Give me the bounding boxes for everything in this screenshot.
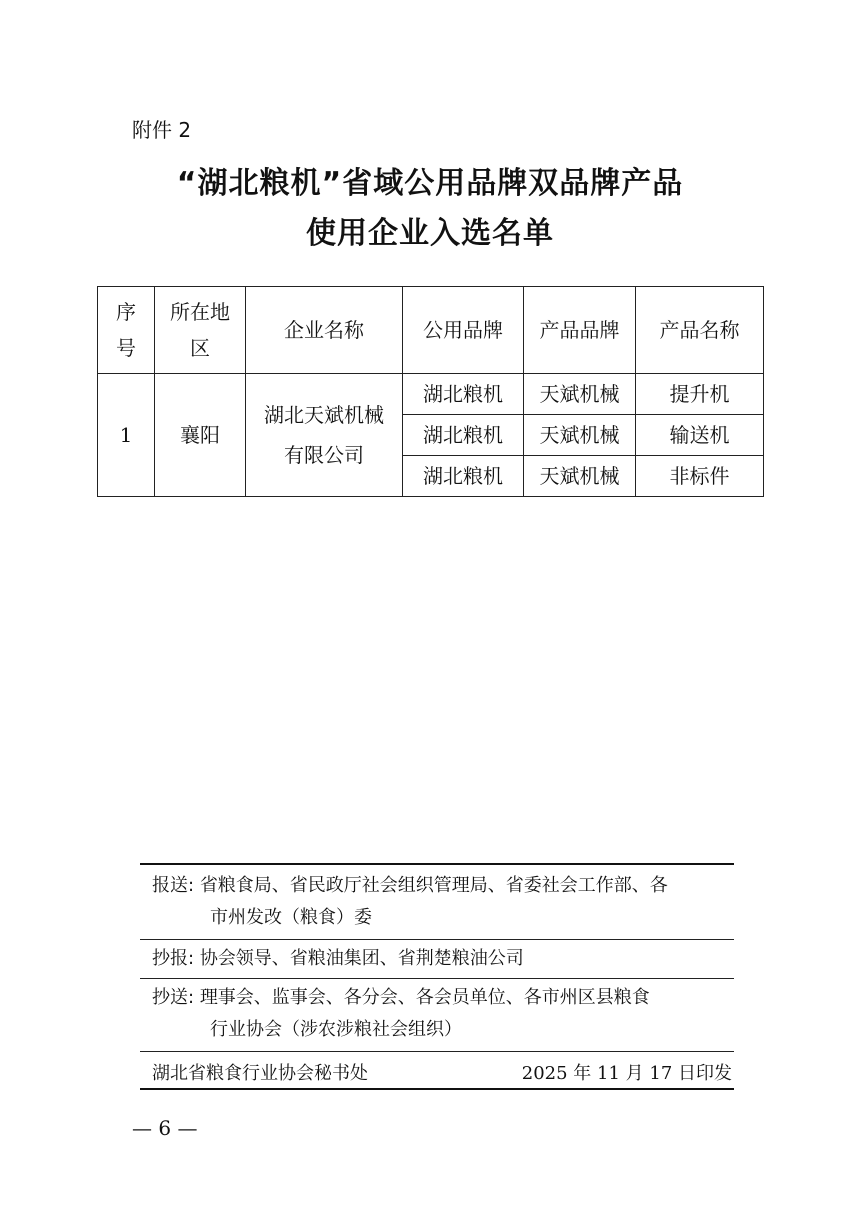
table-header-row: [98, 287, 764, 374]
cc-send-line2: 行业协会（涉农涉粮社会组织）: [210, 1019, 462, 1040]
issue-date: 2025 年 11 月 17 日印发: [521, 1063, 732, 1084]
footer-rule: [140, 1051, 734, 1052]
cell-product-name: 非标件: [636, 456, 764, 497]
cell-product-brand: 天斌机械: [524, 374, 636, 415]
cc-send-block: [152, 982, 734, 1046]
cell-public-brand: 湖北粮机: [403, 415, 524, 456]
footer-bottom-rule: [140, 1088, 734, 1090]
table-row: [98, 374, 764, 415]
issuer: 湖北省粮食行业协会秘书处: [152, 1063, 368, 1084]
page-number: — 6 —: [132, 1116, 198, 1140]
document-title-line2: 使用企业入选名单: [306, 216, 554, 251]
document-title-line1: “湖北粮机”省域公用品牌双品牌产品: [176, 166, 684, 201]
cell-product-brand: 天斌机械: [524, 415, 636, 456]
cell-public-brand: 湖北粮机: [403, 374, 524, 415]
report-to-label: 报送:: [152, 875, 195, 896]
footer-top-rule: [140, 863, 734, 865]
company-list-table: [97, 286, 764, 497]
cc-send-label: 抄送:: [152, 987, 195, 1008]
report-to-line1: 省粮食局、省民政厅社会组织管理局、省委社会工作部、各: [199, 875, 668, 896]
report-to-line2: 市州发改（粮食）委: [210, 907, 372, 928]
cc-send-line1: 理事会、监事会、各分会、各会员单位、各市州区县粮食: [199, 987, 650, 1008]
header-region: 所在地区: [155, 287, 246, 374]
cell-product-brand: 天斌机械: [524, 456, 636, 497]
footer-rule: [140, 939, 734, 940]
cc-report-text: 协会领导、省粮油集团、省荆楚粮油公司: [199, 948, 524, 969]
header-product-name: 产品名称: [636, 287, 764, 374]
cell-product-name: 提升机: [636, 374, 764, 415]
cell-company: 湖北天斌机械有限公司: [246, 374, 403, 497]
footer-rule: [140, 978, 734, 979]
header-product-brand: 产品品牌: [524, 287, 636, 374]
header-company: 企业名称: [246, 287, 403, 374]
header-seq: 序号: [98, 287, 155, 374]
cell-seq: 1: [98, 374, 155, 497]
header-public-brand: 公用品牌: [403, 287, 524, 374]
cc-report-label: 抄报:: [152, 948, 195, 969]
attachment-label: 附件 2: [132, 118, 192, 142]
cell-region: 襄阳: [155, 374, 246, 497]
cell-product-name: 输送机: [636, 415, 764, 456]
report-to-block: [152, 870, 734, 934]
cell-public-brand: 湖北粮机: [403, 456, 524, 497]
cc-report-block: [152, 943, 734, 975]
